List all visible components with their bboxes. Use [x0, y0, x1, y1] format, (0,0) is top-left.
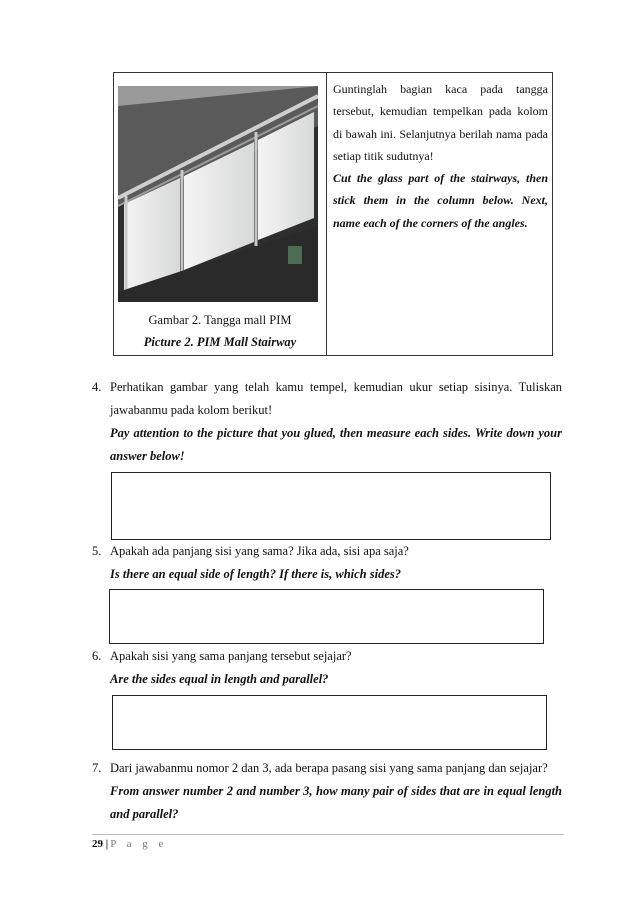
figure-caption-en: Picture 2. PIM Mall Stairway — [143, 335, 297, 349]
page-footer — [92, 838, 167, 850]
question-text-en: Is there an equal side of length? If there is, which sides? — [110, 567, 401, 581]
footer-separator: | — [105, 838, 109, 850]
page-label: P a g e — [110, 838, 168, 850]
question-number: 5. — [92, 544, 102, 558]
instruction-block — [333, 78, 548, 234]
instruction-en: Cut the glass part of the stairways, then stick them in the column below. Next, name each of the corners of the angles. — [333, 171, 548, 230]
question-6 — [92, 645, 562, 691]
question-number: 4. — [92, 380, 102, 394]
figure-caption-id: Gambar 2. Tangga mall PIM — [148, 313, 292, 327]
question-text-id: Apakah sisi yang sama panjang tersebut sejajar? — [110, 649, 352, 663]
answer-box-6[interactable] — [112, 695, 547, 750]
question-text-en: Pay attention to the picture that you glued, then measure each sides. Write down your answer below! — [110, 426, 562, 463]
question-number: 7. — [92, 761, 102, 775]
answer-box-4[interactable] — [111, 472, 551, 540]
stairway-photo — [118, 86, 318, 302]
question-5 — [92, 540, 562, 586]
question-text-id: Perhatikan gambar yang telah kamu tempel, kemudian ukur setiap sisinya. Tuliskan jawabanmu pada kolom berikut! — [110, 380, 562, 417]
question-7 — [92, 757, 562, 826]
page-number: 29 — [92, 838, 103, 850]
question-number: 6. — [92, 649, 102, 663]
answer-box-5[interactable] — [109, 589, 544, 644]
question-text-id: Dari jawabanmu nomor 2 dan 3, ada berapa pasang sisi yang sama panjang dan sejajar? — [110, 761, 548, 775]
question-text-id: Apakah ada panjang sisi yang sama? Jika ada, sisi apa saja? — [110, 544, 409, 558]
instruction-id: Guntinglah bagian kaca pada tangga tersebut, kemudian tempelkan pada kolom di bawah ini. Selanjutnya berilah nama pada setiap titik sudutnya! — [333, 82, 548, 163]
footer-rule — [92, 834, 564, 835]
question-4 — [92, 376, 562, 468]
question-text-en: From answer number 2 and number 3, how many pair of sides that are in equal length and parallel? — [110, 784, 562, 821]
table-divider — [326, 73, 327, 355]
question-text-en: Are the sides equal in length and parallel? — [110, 672, 329, 686]
